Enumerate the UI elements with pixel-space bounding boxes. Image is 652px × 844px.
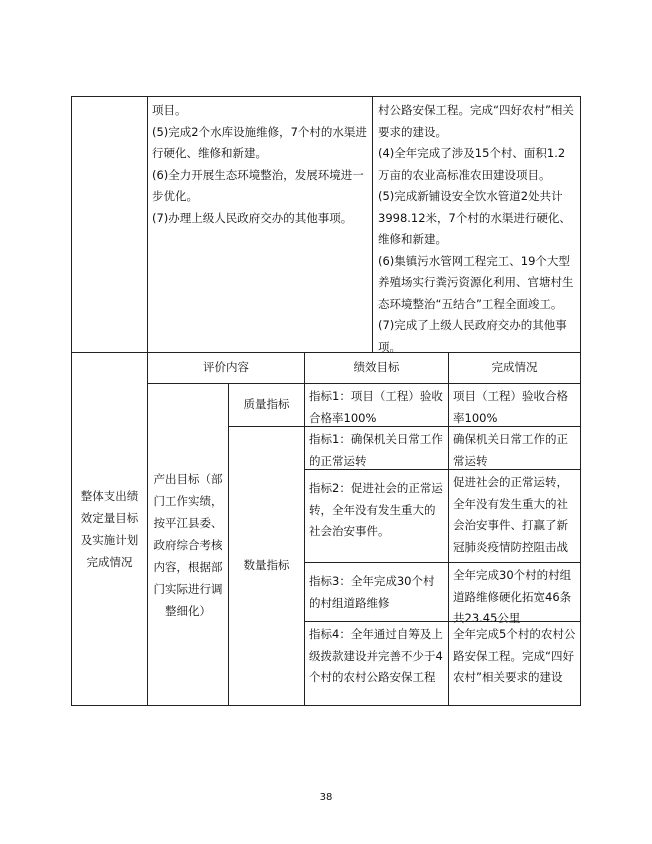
goal-cell: 指标1：确保机关日常工作的正常运转: [304, 426, 449, 470]
done-cell: 全年完成5个村的农村公路安保工程。完成“四好农村”相关要求的建设: [448, 621, 581, 706]
header-goal: 绩效目标: [304, 352, 449, 384]
quality-indicator-label: 质量指标: [228, 383, 305, 427]
header-done: 完成情况: [448, 352, 581, 384]
result-item: 村公路安保工程。完成“四好农村”相关要求的建设。: [378, 103, 574, 139]
result-item: (7)完成了上级人民政府交办的其他事项。: [378, 318, 567, 354]
goal-cell: 指标1：项目（工程）验收合格率100%: [304, 383, 449, 427]
page-number: 38: [319, 792, 333, 803]
goal-cell: 指标3：全年完成30个村的村组道路维修: [304, 562, 449, 622]
result-item: (5)完成新铺设安全饮水管道2处共计3998.12米，7个村的水渠进行硬化、维修和新建。: [378, 189, 571, 246]
done-cell: 全年完成30个村的村组道路维修硬化拓宽46条共23.45公里: [448, 562, 581, 622]
section-label: 整体支出绩效定量目标及实施计划完成情况: [71, 352, 148, 706]
plan-item: (7)办理上级人民政府交办的其他事项。: [152, 210, 353, 225]
plan-item: (6)全力开展生态环境整治，发展环境进一步优化。: [152, 167, 364, 203]
result-item: (6)集镇污水管网工程完工、19个大型养殖场实行粪污资源化利用、官塘村生态环境整治“五结合”工程全面竣工。: [378, 253, 574, 311]
output-goal-label: 产出目标（部门工作实绩，按平江县委、政府综合考核内容，根据部门实际进行调整细化）: [147, 383, 229, 706]
header-eval: 评价内容: [147, 352, 305, 384]
quantity-indicator-label: 数量指标: [228, 426, 305, 706]
upper-blank-cell: [71, 96, 148, 353]
done-cell: 确保机关日常工作的正常运转: [448, 426, 581, 470]
plan-item: 项目。: [152, 103, 187, 117]
upper-result-cell: [372, 96, 581, 353]
done-cell: 促进社会的正常运转，全年没有发生重大的社会治安事件、打赢了新冠肺炎疫情防控阻击战: [448, 469, 581, 563]
result-item: (4)全年完成了涉及15个村、面积1.2万亩的农业高标准农田建设项目。: [378, 146, 566, 182]
goal-cell: 指标4：全年通过自筹及上级拨款建设并完善不少于4个村的农村公路安保工程: [304, 621, 449, 706]
upper-plan-cell: [147, 96, 373, 353]
goal-cell: 指标2：促进社会的正常运转，全年没有发生重大的社会治安事件。: [304, 469, 449, 563]
done-cell: 项目（工程）验收合格率100%: [448, 383, 581, 427]
plan-item: (5)完成2个水库设施维修，7个村的水渠进行硬化、维修和新建。: [152, 124, 367, 160]
